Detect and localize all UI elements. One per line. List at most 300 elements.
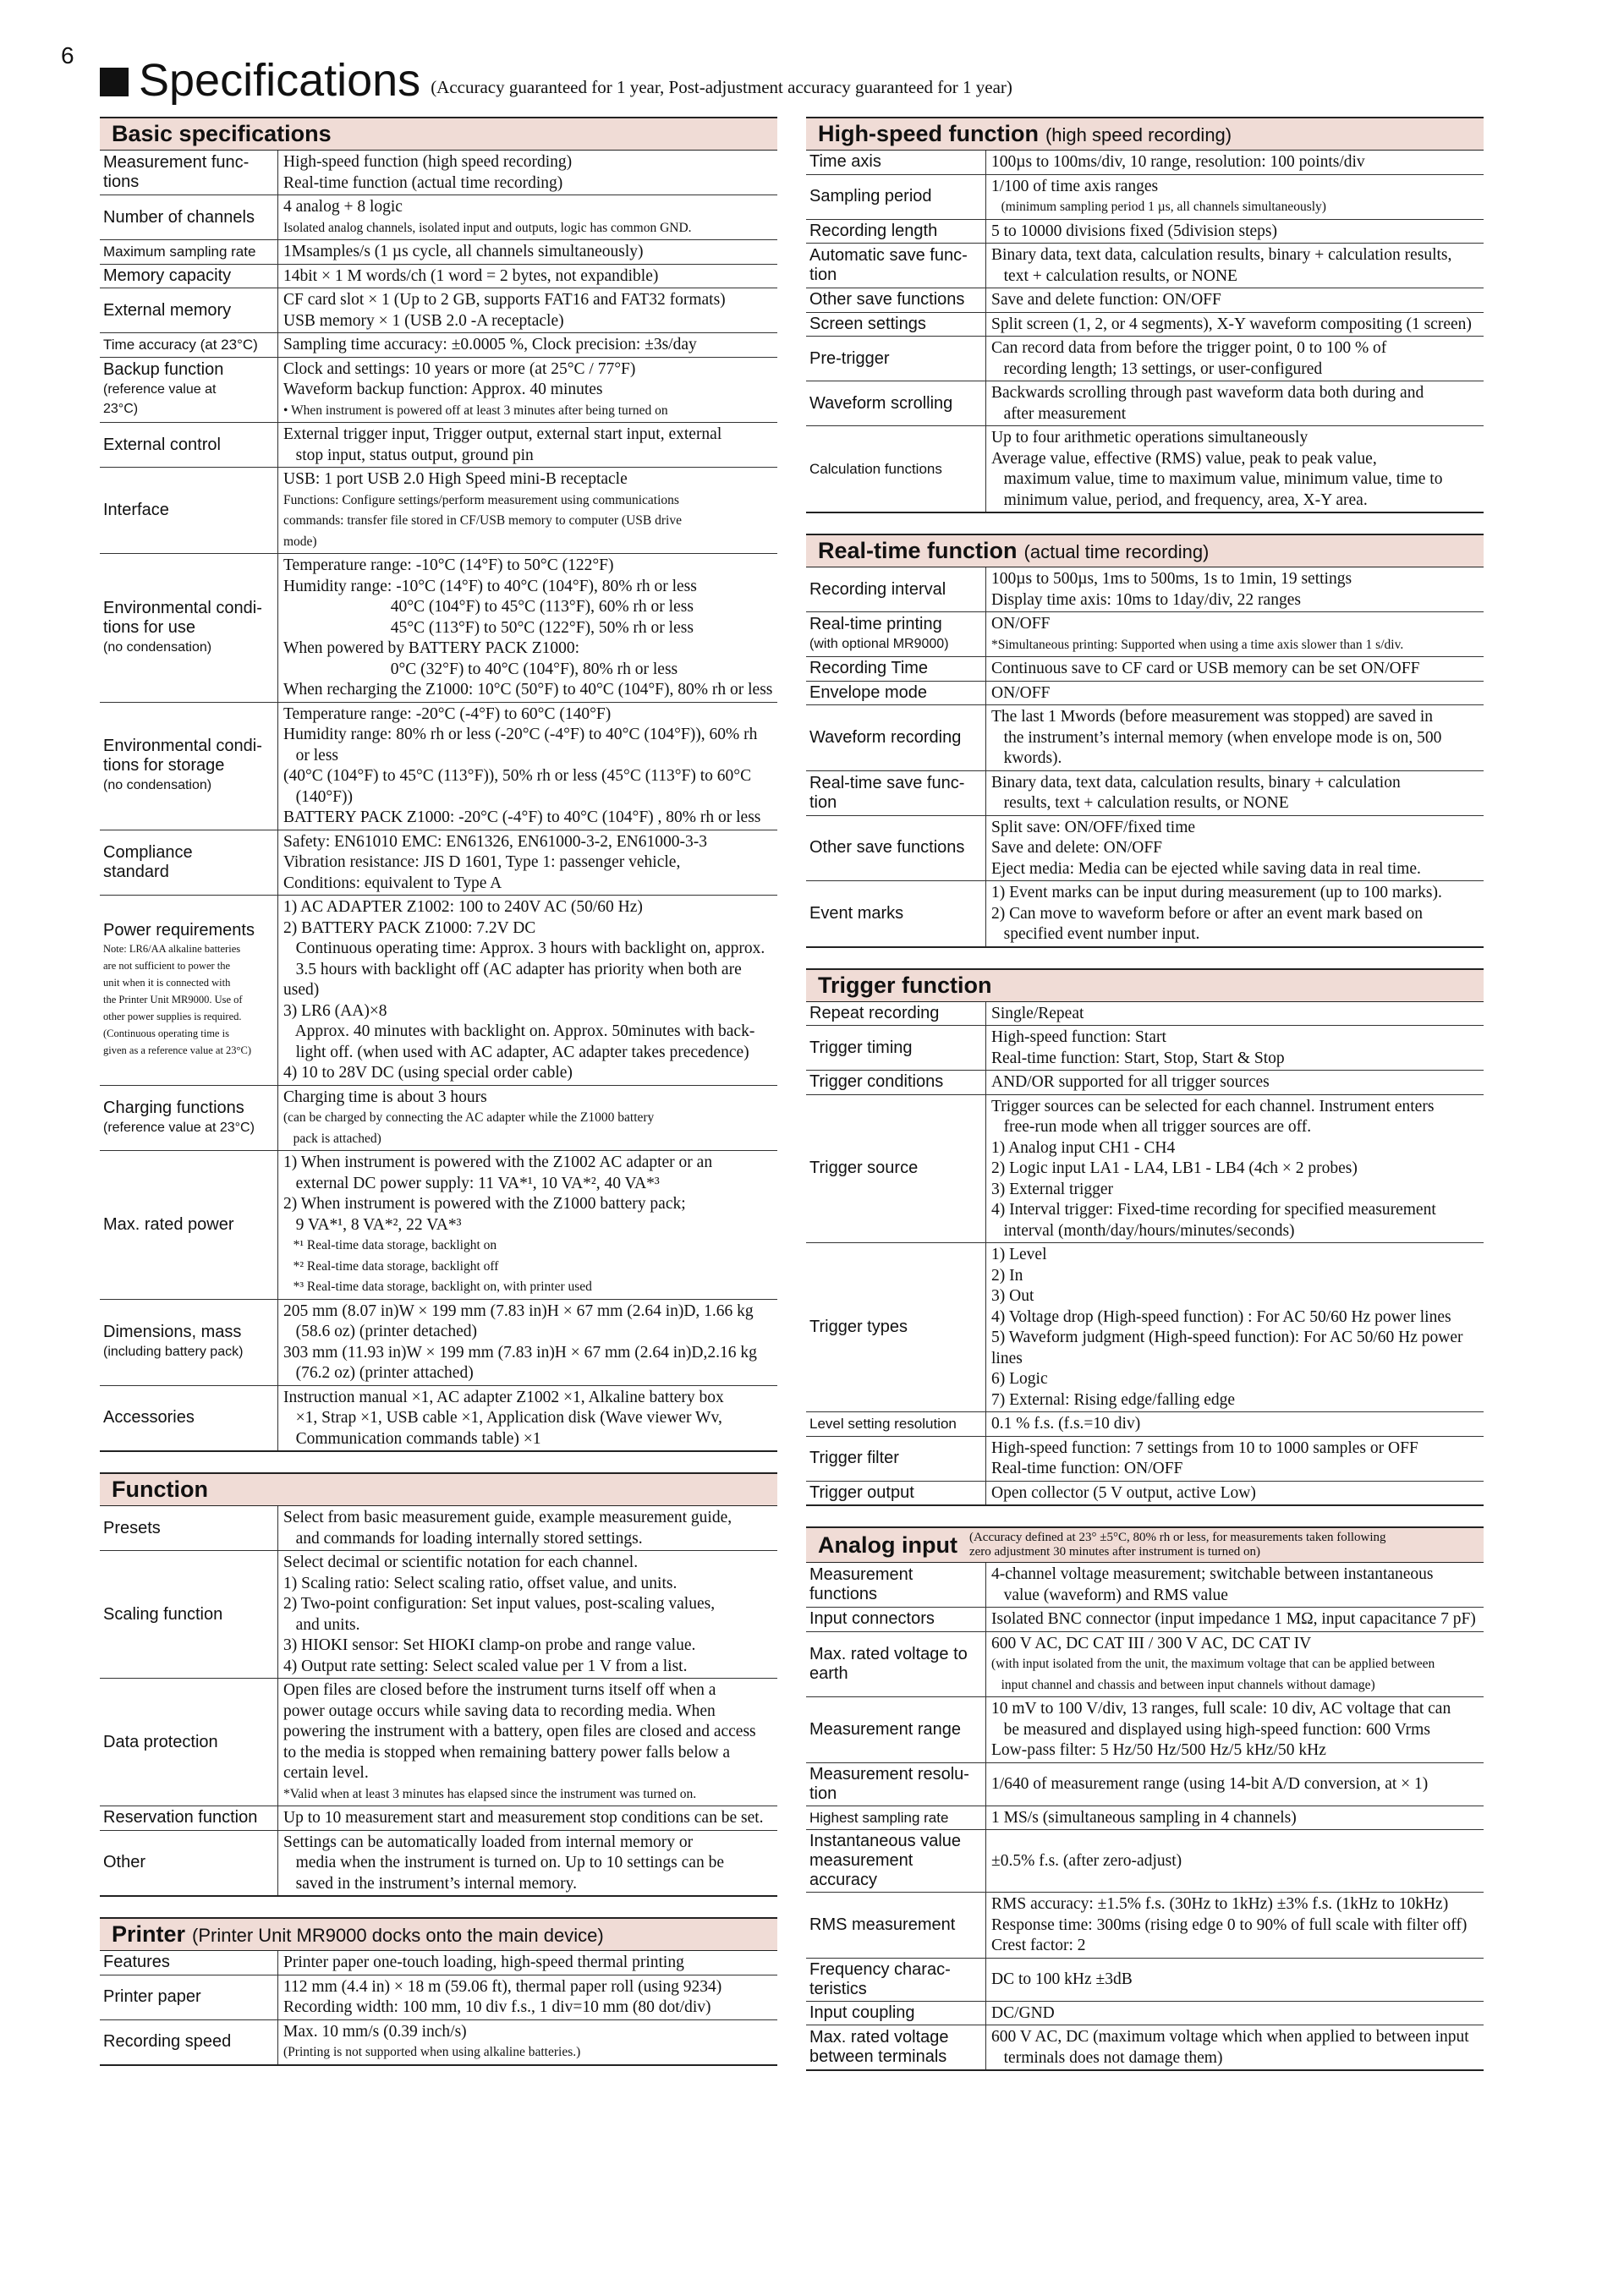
spec-value-cell <box>986 1608 1484 1632</box>
section-title: Trigger function <box>818 972 992 998</box>
section-title-bar <box>100 1472 777 1506</box>
spec-value-cell <box>986 1094 1484 1243</box>
spec-row <box>100 1806 777 1831</box>
spec-label-cell <box>806 219 986 244</box>
spec-value-note: *Simultaneous printing: Supported when using a time axis slower than 1 s/div. <box>991 637 1404 652</box>
spec-value: Binary data, text data, calculation results, binary + calculation results, text + calculation results, or NONE <box>991 773 1401 812</box>
spec-label: Recording Time <box>809 659 929 678</box>
spec-value-cell <box>278 1551 778 1679</box>
spec-label: Charging functions <box>103 1098 244 1117</box>
spec-row <box>806 426 1484 513</box>
spec-value: 14bit × 1 M words/ch (1 word = 2 bytes, not expandible) <box>283 266 659 285</box>
spec-label: Maximum sampling rate <box>103 244 256 260</box>
spec-row <box>806 681 1484 705</box>
spec-value-cell <box>986 815 1484 881</box>
section-title-bar <box>806 534 1484 567</box>
spec-label: Accessories <box>103 1408 195 1427</box>
spec-label-cell <box>806 1830 986 1893</box>
spec-value: 100µs to 500µs, 1ms to 500ms, 1s to 1min, 19 settings Display time axis: 10ms to 1day/div, 22 ranges <box>991 570 1352 609</box>
spec-value: Split save: ON/OFF/fixed time Save and delete: ON/OFF Eject media: Media can be ejected while saving data in real time. <box>991 818 1421 878</box>
spec-label-cell <box>100 1506 278 1551</box>
spec-label-cell <box>100 2019 278 2065</box>
spec-row <box>806 1563 1484 1608</box>
spec-label: Environmental condi- tions for storage <box>103 737 262 775</box>
spec-label-cell <box>100 1085 278 1151</box>
spec-row <box>100 1506 777 1551</box>
spec-row <box>806 1697 1484 1763</box>
spec-label: Compliance standard <box>103 842 193 881</box>
spec-label-cell <box>100 468 278 554</box>
spec-label-cell <box>100 1551 278 1679</box>
square-bullet-icon <box>100 68 129 96</box>
spec-value-cell <box>986 1026 1484 1071</box>
spec-value-cell <box>986 1893 1484 1959</box>
spec-row <box>806 1762 1484 1806</box>
spec-label-cell <box>806 657 986 682</box>
spec-value-cell <box>986 244 1484 288</box>
spec-table <box>806 567 1484 948</box>
spec-table <box>806 1002 1484 1507</box>
spec-table <box>100 1506 777 1897</box>
spec-label: Max. rated power <box>103 1214 234 1234</box>
spec-value-cell <box>986 151 1484 174</box>
spec-row <box>806 1002 1484 1026</box>
section-subtitle: (Printer Unit MR9000 docks onto the main device) <box>192 1925 604 1946</box>
spec-value-note: *¹ Real-time data storage, backlight on *² Real-time data storage, backlight off *³ Real-time data storage, backlight on, with printer used <box>293 1238 592 1294</box>
spec-value: Continuous save to CF card or USB memory can be set ON/OFF <box>991 660 1420 677</box>
spec-value-note: Functions: Configure settings/perform measurement using communications commands: transfer file stored in CF/USB memory to computer (USB drive mode) <box>283 492 682 549</box>
spec-value: 10 mV to 100 V/div, 13 ranges, full scale: 10 div, AC voltage that can be measured and displayed using high-speed function: 600 Vrms Low-pass filter: 5 Hz/50 Hz/500 Hz/5 kHz/50 kHz <box>991 1700 1451 1759</box>
spec-row <box>806 1958 1484 2001</box>
spec-value: 0.1 % f.s. (f.s.=10 div) <box>991 1415 1141 1433</box>
spec-value-cell <box>278 151 778 195</box>
spec-row <box>100 896 777 1086</box>
spec-value-cell <box>278 333 778 358</box>
spec-value: AND/OR supported for all trigger sources <box>991 1073 1270 1091</box>
spec-value: Trigger sources can be selected for each channel. Instrument enters free-run mode when all trigger sources are off. 1) Analog input CH1 - CH4 2) Logic input LA1 - LA4, LB1 - LB4 (4ch × 2 probes) 3) External trigger 4) Interval trigger: Fixed-time recording for specified measurement interval (month/day/hours/minutes/seconds) <box>991 1097 1436 1240</box>
spec-row <box>100 1830 777 1896</box>
spec-label: Time accuracy (at 23°C) <box>103 337 258 353</box>
high-speed-function-section <box>806 117 1484 513</box>
spec-label-cell <box>100 1951 278 1975</box>
spec-value: 1) AC ADAPTER Z1002: 100 to 240V AC (50/60 Hz) 2) BATTERY PACK Z1000: 7.2V DC Continuous operating time: Approx. 3 hours with backlight on, approx. 3.5 hours with backlight off (AC adapter has priority when both are used) 3) LR6 (AA)×8 Approx. 40 minutes with backlight on. Approx. 50minutes with back- light off. (when used with AC adapter, AC adapter takes precedence) 4) 10 to 28V DC (using special order cable) <box>283 898 765 1082</box>
spec-value: 5 to 10000 divisions fixed (5division steps) <box>991 222 1277 240</box>
spec-row <box>806 381 1484 426</box>
spec-label-cell <box>806 1762 986 1806</box>
spec-label: Calculation functions <box>809 461 942 477</box>
spec-value: Up to four arithmetic operations simultaneously Average value, effective (RMS) value, peak to peak value, maximum value, time to maximum value, minimum value, time to minimum value, period, and frequency, area, X-Y area. <box>991 429 1443 509</box>
spec-label: Repeat recording <box>809 1003 940 1022</box>
spec-value: 100µs to 100ms/div, 10 range, resolution: 100 points/div <box>991 153 1365 171</box>
section-title-bar <box>806 1526 1484 1563</box>
spec-row <box>806 1830 1484 1893</box>
spec-label-cell <box>806 337 986 381</box>
spec-label: Scaling function <box>103 1604 223 1624</box>
spec-label-cell <box>806 1481 986 1505</box>
spec-row <box>100 1299 777 1385</box>
spec-value: 4-channel voltage measurement; switchable between instantaneous value (waveform) and RMS value <box>991 1565 1434 1604</box>
left-column <box>100 117 777 2086</box>
spec-row <box>806 244 1484 288</box>
spec-value: RMS accuracy: ±1.5% f.s. (30Hz to 1kHz) ±3% f.s. (1kHz to 10kHz) Response time: 300ms (rising edge 0 to 90% of full scale with filter off) Crest factor: 2 <box>991 1895 1468 1954</box>
spec-row <box>806 174 1484 219</box>
spec-value-note: (with input isolated from the unit, the maximum voltage that can be applied between input channel and chassis and between input channels without damage) <box>991 1657 1435 1692</box>
spec-row <box>100 1385 777 1451</box>
spec-value-cell <box>986 1806 1484 1830</box>
spec-row <box>100 702 777 830</box>
spec-label-cell <box>100 264 278 288</box>
spec-value: 205 mm (8.07 in)W × 199 mm (7.83 in)H × 67 mm (2.64 in)D, 1.66 kg (58.6 oz) (printer detached) 303 mm (11.93 in)W × 199 mm (7.83 in)H × 67 mm (2.64 in)D,2.16 kg (76.2 oz) (printer attached) <box>283 1301 757 1382</box>
spec-value-note: *Valid when at least 3 minutes has elapsed since the instrument was turned on. <box>283 1786 697 1801</box>
spec-value: Split screen (1, 2, or 4 segments), X-Y waveform compositing (1 screen) <box>991 315 1472 333</box>
spec-value-cell <box>278 288 778 333</box>
spec-row <box>806 705 1484 771</box>
spec-label-cell <box>100 702 278 830</box>
spec-value-note: (can be charged by connecting the AC adapter while the Z1000 battery pack is attached) <box>283 1110 655 1146</box>
spec-row <box>100 288 777 333</box>
spec-label-note: (reference value at 23°C) <box>103 1120 255 1135</box>
spec-label-cell <box>100 1806 278 1831</box>
spec-value-cell <box>278 1299 778 1385</box>
spec-label-cell <box>806 2025 986 2071</box>
spec-label: Trigger timing <box>809 1038 913 1057</box>
page-number: 6 <box>61 42 74 68</box>
spec-label: Time axis <box>809 152 881 172</box>
spec-row <box>806 312 1484 337</box>
spec-label: Input coupling <box>809 2003 915 2022</box>
spec-row <box>100 830 777 896</box>
spec-label-cell <box>806 288 986 313</box>
spec-value: 112 mm (4.4 in) × 18 m (59.06 ft), thermal paper roll (using 9234) Recording width: 100 mm, 10 div f.s., 1 div=10 mm (80 dot/div) <box>283 1977 722 2016</box>
spec-value: High-speed function (high speed recording) Real-time function (actual time recording) <box>283 153 573 192</box>
spec-value: Max. 10 mm/s (0.39 inch/s) <box>283 2022 467 2041</box>
spec-row <box>806 1243 1484 1412</box>
spec-value: USB: 1 port USB 2.0 High Speed mini-B receptacle <box>283 470 628 488</box>
spec-label-cell <box>806 1893 986 1959</box>
spec-row <box>806 770 1484 815</box>
spec-label-cell <box>806 244 986 288</box>
spec-value-cell <box>278 702 778 830</box>
spec-value-cell <box>986 1762 1484 1806</box>
spec-row <box>806 2025 1484 2071</box>
spec-value-cell <box>986 1697 1484 1763</box>
spec-label: Features <box>103 1953 170 1972</box>
spec-row <box>100 554 777 703</box>
spec-value: ON/OFF <box>991 615 1051 633</box>
spec-row <box>806 815 1484 881</box>
spec-value-cell <box>986 657 1484 682</box>
spec-row <box>806 151 1484 174</box>
spec-label-cell <box>100 830 278 896</box>
spec-label-cell <box>806 1806 986 1830</box>
spec-value-cell <box>278 830 778 896</box>
spec-value: External trigger input, Trigger output, external start input, external stop input, status output, ground pin <box>283 425 722 464</box>
spec-value: Can record data from before the trigger point, 0 to 100 % of recording length; 13 settings, or user-configured <box>991 339 1387 378</box>
spec-label-note: (with optional MR9000) <box>809 637 949 651</box>
spec-row <box>806 1631 1484 1697</box>
section-title-bar <box>100 1917 777 1951</box>
spec-label: Trigger output <box>809 1482 914 1502</box>
spec-label-cell <box>100 333 278 358</box>
spec-label-cell <box>806 1958 986 2001</box>
spec-label: Recording length <box>809 221 938 240</box>
spec-value: Select from basic measurement guide, example measurement guide, and commands for loading internally stored settings. <box>283 1509 732 1548</box>
spec-value: Single/Repeat <box>991 1004 1084 1022</box>
spec-label-cell <box>100 240 278 265</box>
spec-label-cell <box>100 288 278 333</box>
spec-value: Temperature range: -10°C (14°F) to 50°C (122°F) Humidity range: -10°C (14°F) to 40°C (104°F), 80% rh or less 40°C (104°F) to 45°C (113°F), 60% rh or less 45°C (113°F) to 50°C (122°F), 50% rh or less When powered by BATTERY PACK Z1000: 0°C (32°F) to 40°C (104°F), 80% rh or less When recharging the Z1000: 10°C (50°F) to 40°C (104°F), 80% rh or less <box>283 556 773 699</box>
spec-label: Real-time printing <box>809 615 942 633</box>
real-time-function-section <box>806 534 1484 948</box>
section-title-bar <box>806 117 1484 151</box>
printer-section <box>100 1917 777 2066</box>
spec-row <box>806 1026 1484 1071</box>
spec-label-cell <box>100 896 278 1086</box>
spec-value-cell <box>986 1412 1484 1437</box>
spec-label: Trigger source <box>809 1159 919 1178</box>
spec-label: Automatic save func- tion <box>809 246 968 284</box>
spec-label: Memory capacity <box>103 266 232 285</box>
section-subtitle: (high speed recording) <box>1045 124 1232 145</box>
spec-label: Measurement func- tions <box>103 153 250 191</box>
spec-label: Waveform scrolling <box>809 393 953 413</box>
spec-value-cell <box>986 1071 1484 1095</box>
spec-value-cell <box>278 554 778 703</box>
spec-value-cell <box>986 705 1484 771</box>
page-subtitle: (Accuracy guaranteed for 1 year, Post-adjustment accuracy guaranteed for 1 year) <box>431 77 1012 97</box>
spec-label-cell <box>806 2001 986 2025</box>
spec-label: Real-time save func- tion <box>809 773 965 812</box>
spec-row <box>806 657 1484 682</box>
spec-value-cell <box>986 1481 1484 1505</box>
page-header <box>100 52 1012 106</box>
spec-label: Max. rated voltage between terminals <box>809 2028 949 2066</box>
spec-value: 4 analog + 8 logic <box>283 198 403 216</box>
spec-label-cell <box>100 357 278 423</box>
spec-row <box>100 333 777 358</box>
spec-value-cell <box>278 896 778 1086</box>
spec-row <box>806 567 1484 612</box>
spec-label: Max. rated voltage to earth <box>809 1644 968 1683</box>
spec-label-note: (no condensation) <box>103 639 212 655</box>
spec-value-cell <box>986 567 1484 612</box>
spec-label-cell <box>806 312 986 337</box>
function-section <box>100 1472 777 1897</box>
spec-label: External memory <box>103 300 232 320</box>
spec-value-cell <box>986 174 1484 219</box>
spec-row <box>806 881 1484 947</box>
spec-row <box>100 468 777 554</box>
spec-value-cell <box>986 2025 1484 2071</box>
spec-label: Level setting resolution <box>809 1416 957 1433</box>
spec-value-cell <box>986 337 1484 381</box>
spec-row <box>100 1085 777 1151</box>
spec-row <box>100 1951 777 1975</box>
spec-value-cell <box>986 1830 1484 1893</box>
spec-label-cell <box>806 1243 986 1412</box>
spec-label-cell <box>100 554 278 703</box>
spec-value: 1) When instrument is powered with the Z1002 AC adapter or an external DC power supply: 11 VA*¹, 10 VA*², 40 VA*³ 2) When instrument is powered with the Z1000 battery pack; 9 VA*¹, 8 VA*², 22 VA*³ <box>283 1153 713 1234</box>
spec-label-cell <box>806 1094 986 1243</box>
spec-label-cell <box>806 1002 986 1026</box>
spec-label: Trigger types <box>809 1318 908 1336</box>
spec-label: RMS measurement <box>809 1915 956 1934</box>
spec-value-cell <box>986 770 1484 815</box>
spec-value-cell <box>278 423 778 468</box>
spec-value-note: (minimum sampling period 1 µs, all channels simultaneously) <box>1001 200 1326 214</box>
section-title: Function <box>112 1477 208 1502</box>
spec-label: Backup function <box>103 360 224 380</box>
spec-label: Reservation function <box>103 1808 258 1827</box>
spec-value-cell <box>986 288 1484 313</box>
spec-value-cell <box>986 612 1484 657</box>
spec-value-cell <box>986 1436 1484 1481</box>
spec-label: Measurement resolu- tion <box>809 1764 969 1803</box>
spec-row <box>806 1893 1484 1959</box>
spec-label-cell <box>806 174 986 219</box>
spec-row <box>806 1412 1484 1437</box>
spec-value-note: • When instrument is powered off at least 3 minutes after being turned on <box>283 403 668 418</box>
spec-value: Clock and settings: 10 years or more (at 25°C / 77°F) Waveform backup function: Approx. 40 minutes <box>283 359 636 398</box>
spec-label: Recording speed <box>103 2032 232 2051</box>
spec-value-cell <box>986 381 1484 426</box>
spec-value: Select decimal or scientific notation for each channel. 1) Scaling ratio: Select scaling ratio, offset value, and units. 2) Two-point configuration: Set input values, post-scaling values, and units. 3) HIOKI sensor: Set HIOKI clamp-on probe and range value. 4) Output rate setting: Select scaled value per 1 V from a list. <box>283 1553 716 1675</box>
spec-value: High-speed function: Start Real-time function: Start, Stop, Start & Stop <box>991 1028 1285 1067</box>
spec-value: Safety: EN61010 EMC: EN61326, EN61000-3-2, EN61000-3-3 Vibration resistance: JIS D 1601, Type 1: passenger vehicle, Conditions: equivalent to Type A <box>283 832 707 892</box>
spec-table <box>100 151 777 1452</box>
spec-table <box>806 151 1484 513</box>
spec-label: External control <box>103 435 221 454</box>
spec-label-cell <box>806 381 986 426</box>
spec-row <box>100 1679 777 1806</box>
spec-row <box>100 240 777 265</box>
spec-value-cell <box>278 1951 778 1975</box>
spec-label-cell <box>806 705 986 771</box>
spec-table <box>100 1951 777 2066</box>
spec-value: 1/100 of time axis ranges <box>991 177 1159 195</box>
spec-value-cell <box>278 1679 778 1806</box>
spec-value: 1) Event marks can be input during measurement (up to 100 marks). 2) Can move to waveform before or after an event mark based on specified event number input. <box>991 884 1442 943</box>
spec-row <box>806 1094 1484 1243</box>
spec-row <box>100 2019 777 2065</box>
spec-label: Interface <box>103 501 169 519</box>
spec-value: DC/GND <box>991 2003 1055 2022</box>
spec-label-cell <box>806 1412 986 1437</box>
spec-row <box>806 1436 1484 1481</box>
page-title: Specifications <box>139 55 421 106</box>
spec-value-cell <box>278 195 778 240</box>
spec-value: 600 V AC, DC CAT III / 300 V AC, DC CAT IV <box>991 1634 1312 1652</box>
spec-value: Printer paper one-touch loading, high-speed thermal printing <box>283 1954 684 1971</box>
spec-value-cell <box>986 219 1484 244</box>
spec-value: ±0.5% f.s. (after zero-adjust) <box>991 1851 1182 1870</box>
spec-value: Backwards scrolling through past waveform data both during and after measurement <box>991 384 1424 423</box>
spec-value: Temperature range: -20°C (-4°F) to 60°C (140°F) Humidity range: 80% rh or less (-20°C (-4°F) to 40°C (104°F)), 60% rh or less (40°C (104°F) to 45°C (113°F)), 50% rh or less (45°C (113°F) to 60°C (140°F)) BATTERY PACK Z1000: -20°C (-4°F) to 40°C (104°F) , 80% rh or less <box>283 704 761 826</box>
spec-value-cell <box>278 2019 778 2065</box>
spec-value-cell <box>986 1631 1484 1697</box>
spec-value: High-speed function: 7 settings from 10 to 1000 samples or OFF Real-time function: ON/OFF <box>991 1438 1418 1477</box>
spec-label-cell <box>806 1436 986 1481</box>
section-title-bar <box>806 968 1484 1002</box>
spec-table <box>806 1563 1484 2071</box>
spec-label-cell <box>806 1563 986 1608</box>
spec-label-cell <box>100 1830 278 1896</box>
spec-label: Pre-trigger <box>809 348 890 368</box>
spec-label-cell <box>806 1631 986 1697</box>
spec-value-cell <box>986 1563 1484 1608</box>
analog-input-section <box>806 1526 1484 2071</box>
spec-label-cell <box>806 426 986 513</box>
spec-label-cell <box>100 1151 278 1300</box>
spec-label: Data protection <box>103 1732 218 1751</box>
spec-label-cell <box>100 1975 278 2019</box>
spec-value: 1/640 of measurement range (using 14-bit A/D conversion, at × 1) <box>991 1774 1429 1793</box>
spec-row <box>806 1481 1484 1505</box>
spec-value: 1) Level 2) In 3) Out 4) Voltage drop (High-speed function) : For AC 50/60 Hz power lines 5) Waveform judgment (High-speed function): For AC 50/60 Hz power lines 6) Logic 7) External: Rising edge/falling edge <box>991 1246 1463 1409</box>
spec-label: Trigger filter <box>809 1449 899 1467</box>
spec-value: Open collector (5 V output, active Low) <box>991 1483 1256 1502</box>
spec-value-cell <box>278 1806 778 1831</box>
spec-row <box>806 1071 1484 1095</box>
spec-row <box>806 337 1484 381</box>
spec-row <box>100 1151 777 1300</box>
spec-label: Environmental condi- tions for use <box>103 598 262 637</box>
spec-value: Save and delete function: ON/OFF <box>991 291 1221 309</box>
spec-label-cell <box>806 881 986 947</box>
spec-value-cell <box>278 264 778 288</box>
spec-value: Open files are closed before the instrument turns itself off when a power outage occurs while saving data to recording media. When powering the instrument with a battery, open files are closed and access to the media is stopped when remaining battery power falls below a certain level. <box>283 1681 756 1782</box>
basic-specifications-section <box>100 117 777 1452</box>
spec-label-cell <box>100 151 278 195</box>
spec-label: Measurement functions <box>809 1565 914 1603</box>
spec-value-cell <box>278 1506 778 1551</box>
spec-label-cell <box>806 567 986 612</box>
spec-label: Presets <box>103 1518 161 1537</box>
spec-value: Isolated BNC connector (input impedance 1 MΩ, input capacitance 7 pF) <box>991 1610 1476 1628</box>
spec-value: DC to 100 kHz ±3dB <box>991 1970 1133 1988</box>
spec-value: Instruction manual ×1, AC adapter Z1002 ×1, Alkaline battery box ×1, Strap ×1, USB cable ×1, Application disk (Wave viewer Wv, Communication commands table) ×1 <box>283 1388 724 1448</box>
spec-label: Highest sampling rate <box>809 1809 949 1826</box>
spec-label: Event marks <box>809 903 904 923</box>
spec-value-cell <box>278 1830 778 1896</box>
spec-value-cell <box>986 681 1484 705</box>
spec-row <box>806 219 1484 244</box>
right-column <box>806 117 1484 2091</box>
spec-value-cell <box>278 1151 778 1300</box>
spec-row <box>806 1806 1484 1830</box>
spec-label: Screen settings <box>809 314 926 333</box>
spec-label-note: (including battery pack) <box>103 1345 244 1359</box>
spec-label: Envelope mode <box>809 682 927 702</box>
spec-value-cell <box>278 1385 778 1451</box>
spec-value-cell <box>986 1002 1484 1026</box>
spec-label: Waveform recording <box>809 727 962 747</box>
spec-label-note: (reference value at 23°C) <box>103 382 217 417</box>
spec-value-cell <box>278 357 778 423</box>
spec-label: Trigger conditions <box>809 1072 944 1092</box>
spec-value-cell <box>278 1085 778 1151</box>
spec-label-cell <box>806 612 986 657</box>
section-note: (Accuracy defined at 23° ±5°C, 80% rh or less, for measurements taken following zero adjustment 30 minutes after instrument is turned on) <box>968 1531 1386 1559</box>
spec-label-note: Note: LR6/AA alkaline batteries are not sufficient to power the unit when it is connected with the Printer Unit MR9000. Use of other power supplies is required. (Continuous operating time is given as a reference value at 23°C) <box>103 943 252 1057</box>
spec-label-cell <box>100 1299 278 1385</box>
section-subtitle: (actual time recording) <box>1023 541 1210 562</box>
spec-row <box>100 151 777 195</box>
spec-row <box>100 423 777 468</box>
spec-row <box>100 1975 777 2019</box>
spec-value-cell <box>986 1243 1484 1412</box>
spec-row <box>100 264 777 288</box>
